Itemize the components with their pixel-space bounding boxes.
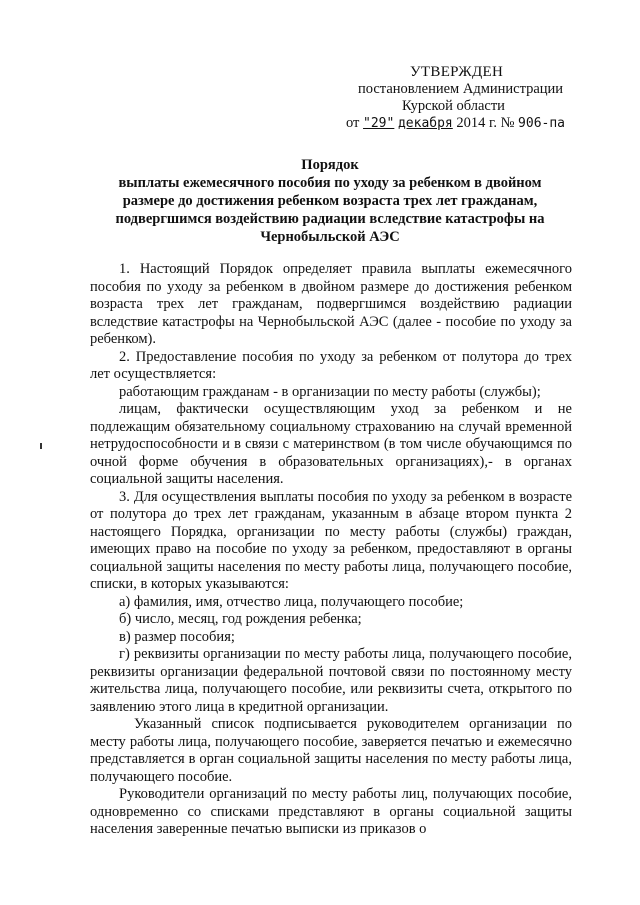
paragraph-signature: Указанный список подписывается руководителем организации по месту работы лица, получающего пособие, заверяется печатью и ежемесячно представляется в орган социальной защиты населения по месту работы лица, получающего пособие.	[90, 716, 572, 785]
date-year: 2014 г. №	[456, 115, 515, 131]
document-title	[100, 156, 560, 246]
approval-region: Курской области	[402, 98, 505, 114]
date-day: "29"	[363, 116, 395, 131]
list-item-g: г) реквизиты организации по месту работы лица, получающего пособие, реквизиты организации федеральной почтовой связи по постоянному месту жительства лица, получающего пособие, или реквизиты счета, открытого по заявлению этого лица в кредитной организации.	[90, 646, 572, 715]
paragraph-2: 2. Предоставление пособия по уходу за ребенком от полутора до трех лет осуществляется:	[90, 348, 572, 382]
title-line-3: размере до достижения ребенком возраста трех лет гражданам,	[122, 193, 538, 209]
paragraph-2-others: лицам, фактически осуществляющим уход за ребенком и не подлежащим обязательному социальному страхованию на случай временной нетрудоспособности и в связи с материнством (в том числе обучающимся по очной форме обучения в образовательных организациях),- в органах социальной защиты населения.	[90, 401, 572, 487]
approval-heading: УТВЕРЖДЕН	[410, 64, 504, 80]
title-line-4: подвергшимся воздействию радиации вследствие катастрофы на	[115, 211, 545, 227]
paragraph-2-working: работающим гражданам - в организации по месту работы (службы);	[119, 383, 541, 400]
approval-date-line	[344, 115, 594, 132]
approval-block	[344, 64, 594, 132]
paragraph-3: 3. Для осуществления выплаты пособия по уходу за ребенком в возрасте от полутора до трех лет гражданам, указанным в абзаце втором пункта 2 настоящего Порядка, организации по месту работы (службы) граждан, имеющих право на пособие по уходу за ребенком, предоставляют в органы социальной защиты населения по месту работы лица, получающего пособие, списки, в которых указываются:	[90, 488, 572, 592]
paragraph-1: 1. Настоящий Порядок определяет правила выплаты ежемесячного пособия по уходу за ребенком в двойном размере до достижения ребенком возраста трех лет гражданам, подвергшимся воздействию радиации вследствие катастрофы на Чернобыльской АЭС (далее - пособие по уходу за ребенком).	[90, 261, 572, 347]
title-line-5: Чернобыльской АЭС	[260, 229, 400, 245]
list-item-a: а) фамилия, имя, отчество лица, получающего пособие;	[119, 593, 464, 610]
paragraph-managers: Руководители организаций по месту работы лиц, получающих пособие, одновременно со списками представляют в органы социальной защиты населения заверенные печатью выписки из приказов о	[90, 786, 572, 837]
approval-authority: постановлением Администрации	[358, 81, 564, 97]
document-number: 906-па	[518, 116, 566, 131]
title-line-1: Порядок	[301, 157, 359, 173]
document-body	[90, 261, 572, 839]
date-prefix: от	[346, 115, 360, 131]
list-item-b: б) число, месяц, год рождения ребенка;	[119, 611, 362, 627]
list-item-v: в) размер пособия;	[119, 628, 235, 645]
date-month: декабря	[397, 116, 453, 131]
title-line-2: выплаты ежемесячного пособия по уходу за ребенком в двойном	[118, 175, 542, 191]
scan-mark	[40, 443, 42, 449]
